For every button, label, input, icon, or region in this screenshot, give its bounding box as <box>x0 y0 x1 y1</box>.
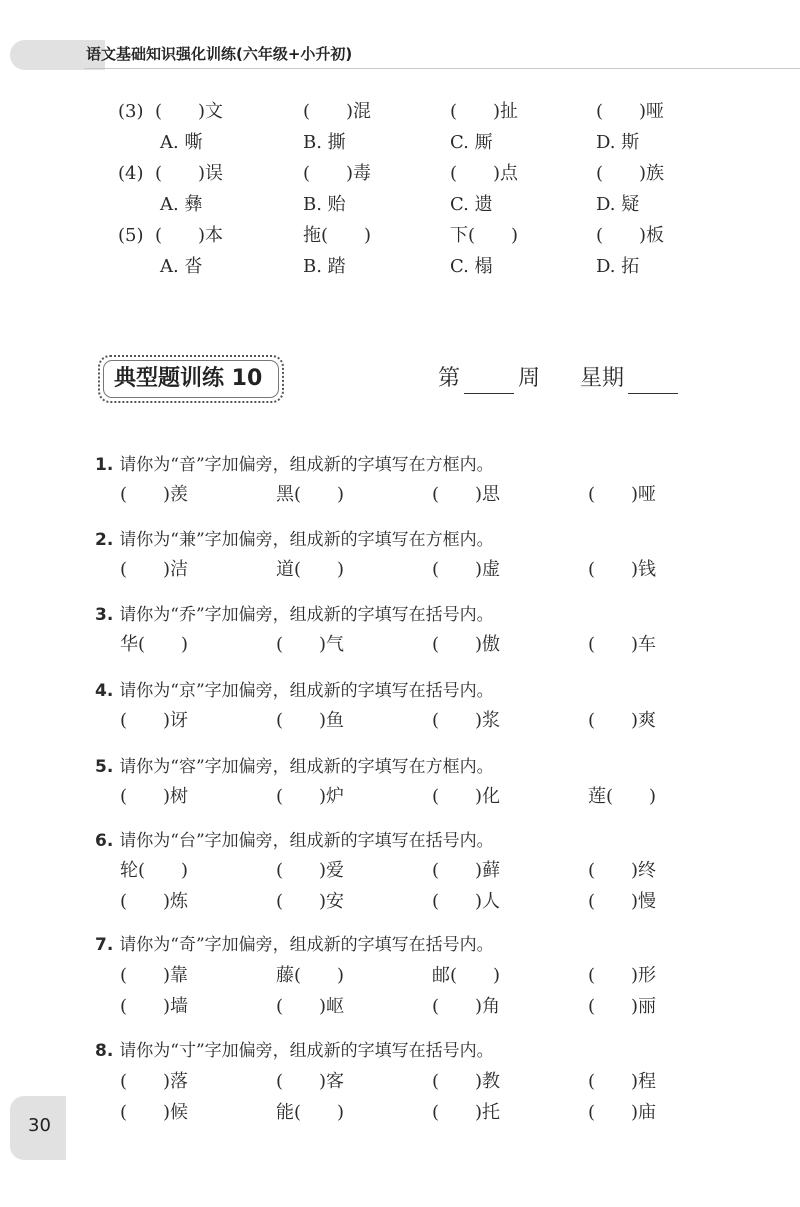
week-blank <box>464 371 514 394</box>
answer-row: ( )树 ( )炉 ( )化 莲( ) <box>120 786 657 807</box>
week-unit: 周 <box>518 366 541 391</box>
question-5: 5. 请你为“容”字加偏旁，组成新的字填写在方框内。 <box>95 757 494 777</box>
book-title: 语文基础知识强化训练(六年级+小升初) <box>86 45 353 63</box>
week-day-field <box>438 364 682 394</box>
answer-row: ( )讶 ( )鱼 ( )浆 ( )爽 <box>120 710 657 731</box>
header-divider <box>84 68 800 69</box>
answer-row: 轮( ) ( )爱 ( )藓 ( )终 <box>120 860 657 881</box>
answer-row: ( )落 ( )客 ( )教 ( )程 <box>120 1071 657 1092</box>
answer-row: ( )洁 道( ) ( )虚 ( )钱 <box>120 559 657 580</box>
answer-row: 华( ) ( )气 ( )傲 ( )车 <box>120 634 657 655</box>
answer-row: ( )炼 ( )安 ( )人 ( )慢 <box>120 891 657 912</box>
answer-row: ( )靠 藤( ) 邮( ) ( )形 <box>120 965 657 986</box>
answer-row: ( )墙 ( )岖 ( )角 ( )丽 <box>120 996 657 1017</box>
week-label: 第 <box>438 366 461 391</box>
day-blank <box>628 371 678 394</box>
page-number: 30 <box>28 1115 51 1136</box>
question-1: 1. 请你为“音”字加偏旁，组成新的字填写在方框内。 <box>95 455 494 475</box>
question-4: 4. 请你为“京”字加偏旁，组成新的字填写在括号内。 <box>95 681 494 701</box>
question-7: 7. 请你为“奇”字加偏旁，组成新的字填写在括号内。 <box>95 935 494 955</box>
question-6: 6. 请你为“台”字加偏旁，组成新的字填写在括号内。 <box>95 831 494 851</box>
question-3: 3. 请你为“乔”字加偏旁，组成新的字填写在括号内。 <box>95 605 494 625</box>
day-label: 星期 <box>580 366 625 391</box>
section-title: 典型题训练 10 <box>98 355 284 403</box>
answer-row: ( )羡 黑( ) ( )思 ( )哑 <box>120 484 657 505</box>
question-8: 8. 请你为“寸”字加偏旁，组成新的字填写在括号内。 <box>95 1041 494 1061</box>
answer-row: ( )候 能( ) ( )托 ( )庙 <box>120 1102 657 1123</box>
question-2: 2. 请你为“兼”字加偏旁，组成新的字填写在方框内。 <box>95 530 494 550</box>
